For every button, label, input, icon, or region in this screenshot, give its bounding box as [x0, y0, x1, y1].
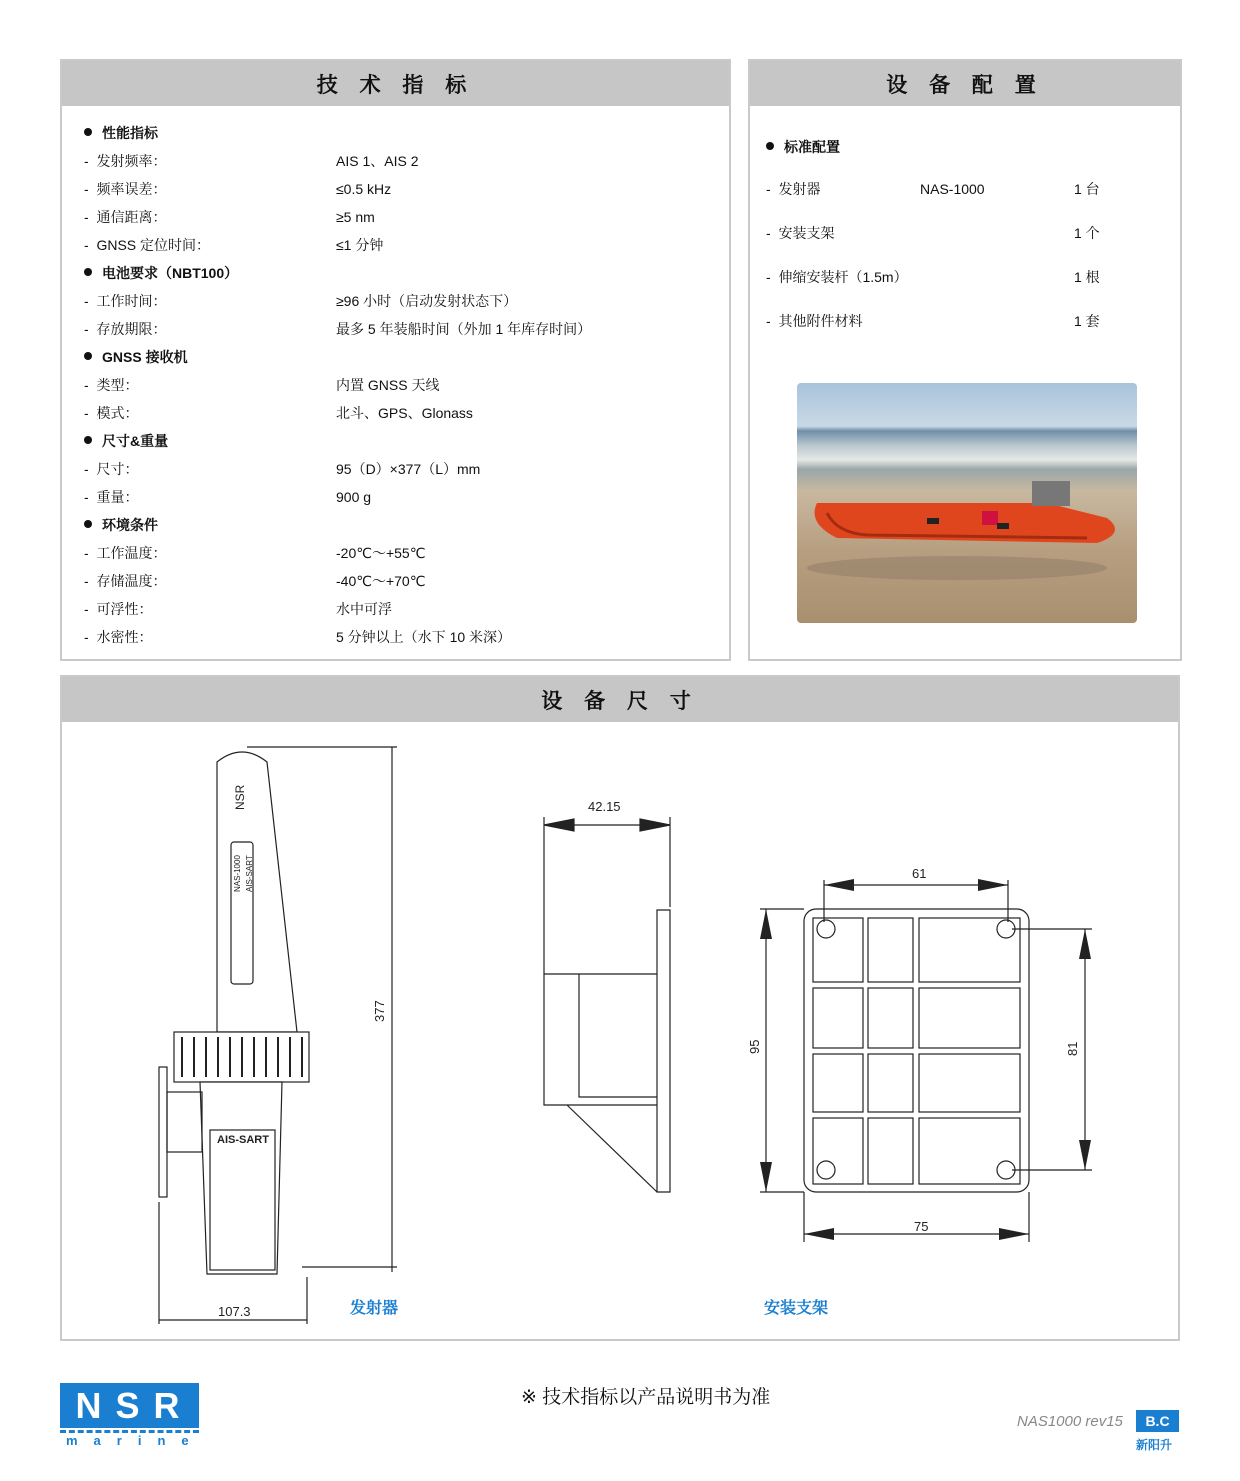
spec-label: - 发射频率： [84, 151, 166, 171]
dimension-drawings [62, 722, 1178, 1342]
document-id: NAS1000 rev15 [1017, 1413, 1123, 1430]
config-item [766, 179, 1166, 199]
config-item-qty: 1 个 [1074, 225, 1100, 241]
spec-row [84, 459, 724, 479]
transmitter-drawing [159, 747, 397, 1324]
spec-label: - 水密性： [84, 627, 152, 647]
spec-value: 最多 5 年装船时间（外加 1 年库存时间） [336, 321, 592, 337]
section-label: 电池要求（NBT100） [84, 263, 238, 283]
spec-value: ≤0.5 kHz [336, 181, 392, 197]
hole-spacing-x-dimension: 61 [912, 866, 927, 881]
spec-label: - 工作时间： [84, 291, 166, 311]
spec-value: -40℃～+70℃ [336, 573, 426, 589]
spec-row [84, 319, 724, 339]
boat-photo [797, 383, 1137, 623]
spec-row [84, 543, 724, 563]
config-item-name: - 安装支架 [766, 223, 834, 243]
config-panel [748, 59, 1182, 661]
boat-illustration [797, 383, 1137, 623]
spec-row [84, 235, 724, 255]
spec-section-heading [84, 263, 724, 283]
spec-row [84, 375, 724, 395]
dimensions-title: 设 备 尺 寸 [62, 677, 1178, 722]
spec-label: - 尺寸： [84, 459, 138, 479]
section-label: 尺寸&重量 [84, 431, 168, 451]
spec-value: -20℃～+55℃ [336, 545, 426, 561]
hole-spacing-y-dimension: 81 [1065, 1041, 1080, 1056]
transmitter-plate-label: AIS-SART [217, 1134, 269, 1146]
logo-sub: marine [66, 1433, 205, 1448]
spec-label: - GNSS 定位时间： [84, 235, 210, 255]
spec-row [84, 571, 724, 591]
dimensions-panel [60, 675, 1180, 1341]
spec-label: - 可浮性： [84, 599, 152, 619]
transmitter-caption: 发射器 [350, 1300, 399, 1317]
spec-section-heading [84, 431, 724, 451]
spec-section-heading [84, 515, 724, 535]
height-dimension: 95 [747, 1039, 762, 1054]
spec-value: 95（D）×377（L）mm [336, 461, 481, 477]
spec-row [84, 151, 724, 171]
spec-label: - 类型： [84, 375, 138, 395]
spec-row [84, 291, 724, 311]
footer-note: ※ 技术指标以产品说明书为准 [521, 1387, 771, 1408]
spec-label: - 工作温度： [84, 543, 166, 563]
bc-badge: B.C [1136, 1410, 1179, 1432]
spec-row [84, 403, 724, 423]
badge-subtitle: 新阳升 [1136, 1438, 1173, 1452]
spec-row [84, 207, 724, 227]
transmitter-type-label: AIS-SART [245, 855, 254, 892]
width-dimension: 75 [914, 1219, 929, 1234]
config-item-qty: 1 台 [1074, 181, 1100, 197]
spec-label: - 存放期限： [84, 319, 166, 339]
section-label: GNSS 接收机 [84, 347, 188, 367]
config-item [766, 311, 1166, 331]
spec-label: - 通信距离： [84, 207, 166, 227]
nsr-logo [60, 1383, 205, 1451]
transmitter-model-label: NAS-1000 [233, 855, 242, 892]
bracket-front-drawing [747, 866, 1092, 1242]
bracket-caption: 安装支架 [764, 1300, 829, 1317]
config-item-model: NAS-1000 [920, 181, 985, 197]
section-label: 性能指标 [84, 123, 158, 143]
spec-value: 内置 GNSS 天线 [336, 377, 440, 393]
spec-value: ≥5 nm [336, 209, 375, 225]
spec-row [84, 487, 724, 507]
depth-dimension: 42.15 [588, 799, 621, 814]
config-item [766, 267, 1166, 287]
transmitter-brand-label: NSR [233, 784, 247, 810]
spec-label: - 重量： [84, 487, 138, 507]
config-section: 标准配置 [766, 137, 1166, 157]
config-item-name: - 其他附件材料 [766, 311, 862, 331]
spec-section-heading [84, 347, 724, 367]
spec-section-heading [84, 123, 724, 143]
tech-specs-panel [60, 59, 731, 661]
tech-specs-title: 技 术 指 标 [62, 61, 729, 106]
spec-row [84, 627, 724, 647]
spec-label: - 存储温度： [84, 571, 166, 591]
logo-box: NSR [60, 1383, 199, 1428]
spec-row [84, 179, 724, 199]
spec-value: 水中可浮 [336, 601, 392, 617]
config-item-qty: 1 根 [1074, 269, 1100, 285]
section-label: 环境条件 [84, 515, 158, 535]
config-item-qty: 1 套 [1074, 313, 1100, 329]
config-item [766, 223, 1166, 243]
spec-value: AIS 1、AIS 2 [336, 153, 419, 169]
spec-value: 900 g [336, 489, 372, 505]
spec-value: 5 分钟以上（水下 10 米深） [336, 629, 512, 645]
spec-row [84, 599, 724, 619]
config-item-name: - 发射器 [766, 179, 820, 199]
spec-value: 北斗、GPS、Glonass [336, 405, 473, 421]
config-title: 设 备 配 置 [750, 61, 1180, 106]
spec-label: - 模式： [84, 403, 138, 423]
bracket-side-drawing [544, 799, 670, 1192]
spec-value: ≤1 分钟 [336, 237, 384, 253]
length-dimension: 377 [372, 1000, 387, 1022]
spec-value: ≥96 小时（启动发射状态下） [336, 293, 518, 309]
spec-label: - 频率误差： [84, 179, 166, 199]
width-dimension: 107.3 [218, 1304, 251, 1319]
config-item-name: - 伸缩安装杆（1.5m） [766, 267, 908, 287]
